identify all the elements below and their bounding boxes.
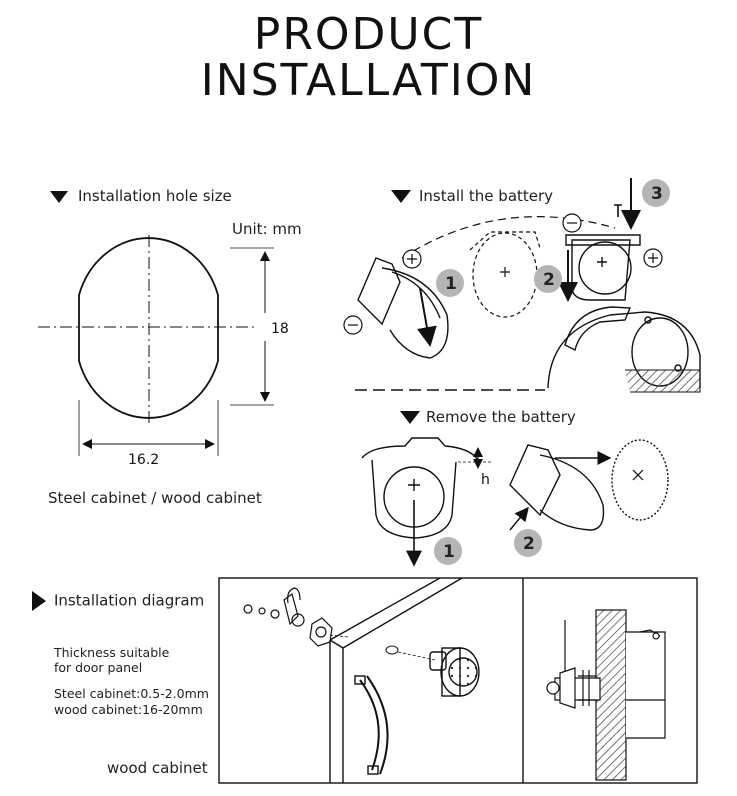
width-dimension: 16.2 xyxy=(128,452,160,468)
unit-label: Unit: mm xyxy=(232,220,302,238)
remove-battery-heading-text: Remove the battery xyxy=(426,408,576,426)
hole-size-drawing xyxy=(38,235,274,456)
polarity-symbols xyxy=(344,214,662,334)
install-step-badges xyxy=(436,179,670,297)
install-step-2: 2 xyxy=(543,270,555,290)
title-line-2: INSTALLATION xyxy=(200,55,537,106)
remove-step-2: 2 xyxy=(523,534,535,554)
install-battery-heading-text: Install the battery xyxy=(419,187,554,205)
height-dimension: 18 xyxy=(271,321,289,337)
remove-step-1: 1 xyxy=(443,542,455,562)
hole-size-heading-text: Installation hole size xyxy=(78,187,232,205)
exploded-lock-parts xyxy=(244,588,348,646)
cross-section-view xyxy=(547,610,665,780)
cabinet-type-note: Steel cabinet / wood cabinet xyxy=(48,489,262,507)
title-line-1: PRODUCT xyxy=(253,9,484,60)
door-panel xyxy=(330,578,479,783)
install-battery-drawing xyxy=(355,178,700,392)
wood-cabinet-footer: wood cabinet xyxy=(107,759,208,777)
steel-cabinet-spec: Steel cabinet:0.5-2.0mm xyxy=(54,686,209,701)
wood-cabinet-spec: wood cabinet:16-20mm xyxy=(54,702,203,717)
install-step-3: 3 xyxy=(651,184,663,204)
thickness-line-1: Thickness suitable xyxy=(54,645,170,660)
gap-h-label: h xyxy=(481,472,490,488)
installation-diagram-heading-text: Installation diagram xyxy=(54,591,205,610)
remove-step-badges xyxy=(434,529,542,565)
install-step-1: 1 xyxy=(445,274,457,294)
thickness-line-2: for door panel xyxy=(54,660,143,675)
